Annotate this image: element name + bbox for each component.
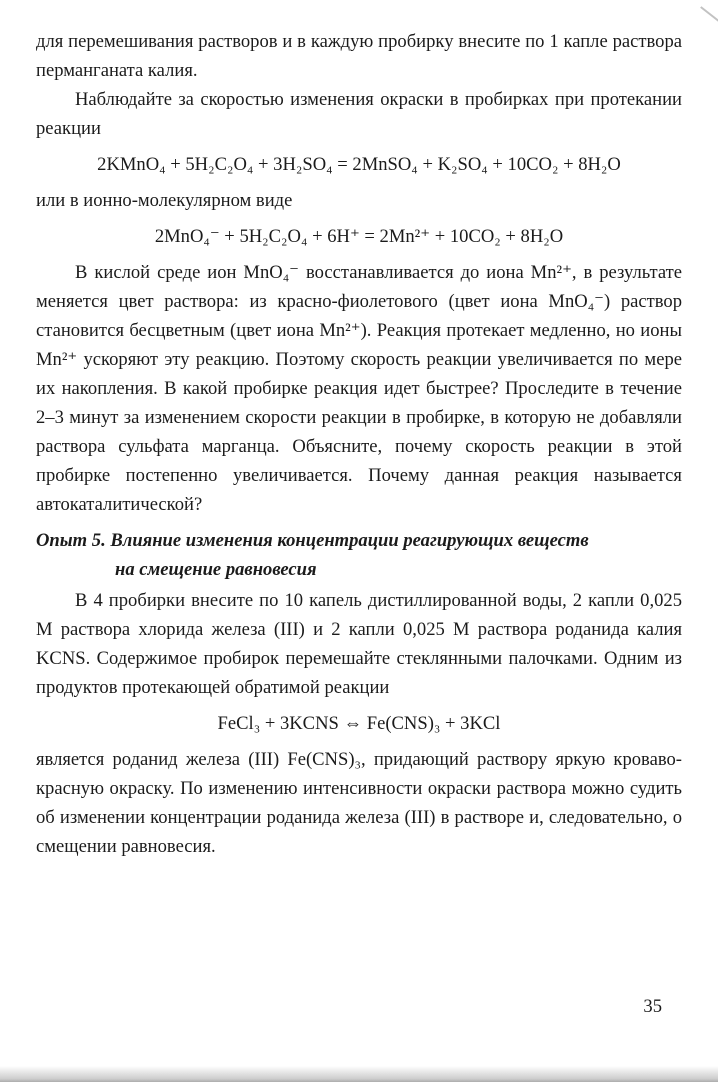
experiment-5-heading-line2: на смещение равновесия bbox=[115, 559, 317, 580]
paragraph-result-explanation: является роданид железа (III) Fe(CNS)₃, придающий раствору яркую кроваво-красную окраску. По изменению интенсивности окраски раствора можно судить об изменении концентрации роданида железа (III) в растворе и, следовательно, о смещении равновесия. bbox=[36, 749, 682, 857]
experiment-5-heading-line1: Опыт 5. Влияние изменения концентрации реагирующих веществ bbox=[36, 530, 589, 551]
page-number: 35 bbox=[643, 996, 662, 1017]
experiment-5-heading bbox=[36, 526, 682, 584]
paragraph-experiment-procedure: В 4 пробирки внесите по 10 капель дистиллированной воды, 2 капли 0,025 М раствора хлорида железа (III) и 2 капли 0,025 М раствора роданида калия KCNS. Содержимое пробирок перемешайте стеклянными палочками. Одним из продуктов протекающей обратимой реакции bbox=[36, 590, 682, 698]
chemical-equation-equilibrium: FeCl₃ + 3KCNS ⇔ Fe(CNS)₃ + 3KCl bbox=[217, 713, 501, 734]
paragraph-explanation-autocatalysis: В кислой среде ион MnO₄⁻ восстанавливается до иона Mn²⁺, в результате меняется цвет раствора: из красно-фиолетового (цвет иона MnO₄⁻) раствор становится бесцветным (цвет иона Mn²⁺). Реакция протекает медленно, но ионы Mn²⁺ ускоряют эту реакцию. Поэтому скорость реакции увеличивается по мере их накопления. В какой пробирке реакция идет быстрее? Проследите в течение 2–3 минут за изменением скорости реакции в пробирке, в которую не добавляли раствора сульфата марганца. Объясните, почему скорость реакции в этой пробирке постепенно увеличивается. Почему данная реакция называется автокаталитической? bbox=[36, 262, 682, 515]
paragraph-ionic-intro: или в ионно-молекулярном виде bbox=[36, 190, 293, 211]
paragraph-observe-instruction: Наблюдайте за скоростью изменения окраски в пробирках при протекании реакции bbox=[36, 89, 682, 139]
paragraph-continuation: для перемешивания растворов и в каждую пробирку внесите по 1 капле раствора перманганата калия. bbox=[36, 31, 682, 81]
chemical-equation-ionic: 2MnO₄⁻ + 5H₂C₂O₄ + 6H⁺ = 2Mn²⁺ + 10CO₂ + 8H₂O bbox=[154, 226, 564, 247]
chemical-equation-molecular: 2KMnO₄ + 5H₂C₂O₄ + 3H₂SO₄ = 2MnSO₄ + K₂SO₄ + 10CO₂ + 8H₂O bbox=[97, 154, 621, 175]
